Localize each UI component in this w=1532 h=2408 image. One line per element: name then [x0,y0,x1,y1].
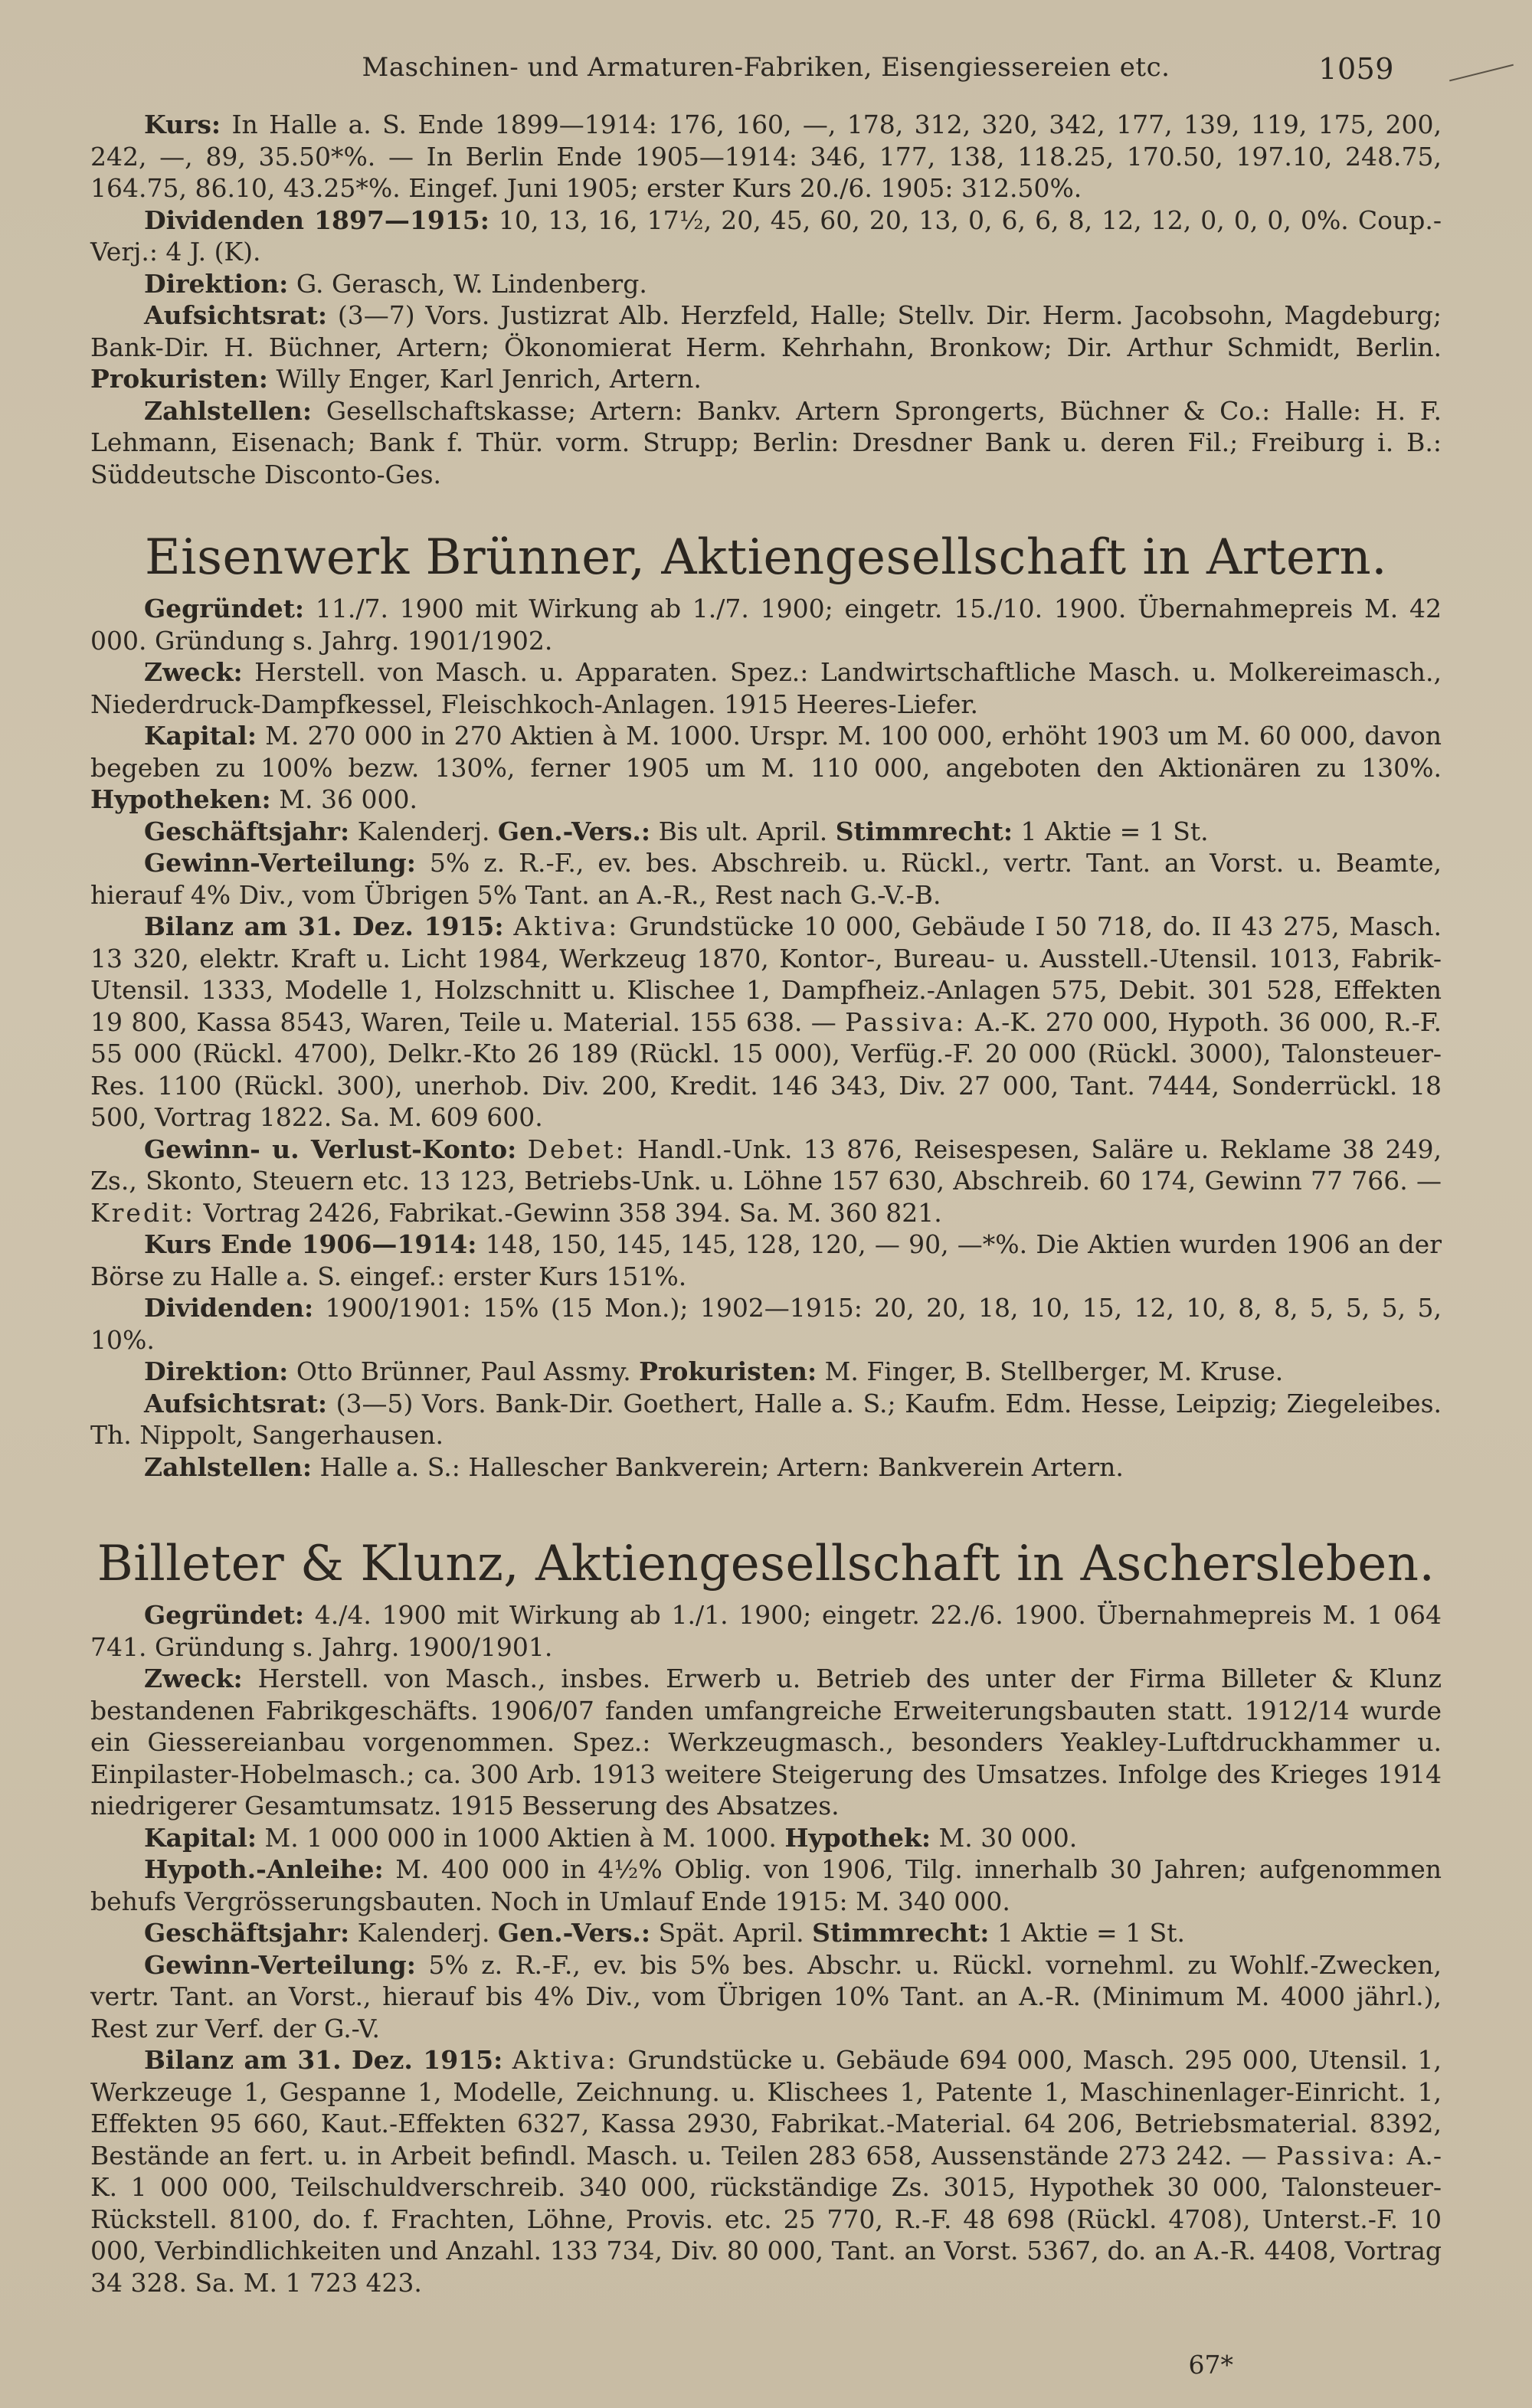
gewinn-verlust-paragraph [90,1134,1442,1229]
zahlstellen-paragraph [90,1451,1442,1484]
direktion-label: Direktion: [144,1356,289,1386]
debet-word: Debet: [527,1134,627,1164]
stimmrecht-text: 1 Aktie = 1 St. [989,1918,1186,1948]
dividenden-paragraph [90,204,1442,268]
geschaeftsjahr-label: Geschäftsjahr: [144,816,350,846]
aufsichtsrat-label: Aufsichtsrat: [144,300,328,330]
zweck-paragraph [90,1663,1442,1822]
zahlstellen-label: Zahlstellen: [144,1451,313,1482]
bilanz-label: Bilanz am 31. Dez. 1915: [144,2045,503,2075]
dividenden-label: Dividenden 1897—1915: [144,204,489,235]
prokuristen-text: Willy Enger, Karl Jenrich, Artern. [267,364,702,394]
aufsichtsrat-label: Aufsichtsrat: [144,1388,328,1418]
gewinn-verteilung-label: Gewinn-Verteilung: [144,1949,416,1980]
zweck-text: Herstell. von Masch., insbes. Erwerb u. Betrieb des unter der Firma Billeter & Klunz bestandenen Fabrikgeschäfts. 1906/07 fanden umfangreiche Erweiterungsbauten statt. 1912/14 wurde ein Giessereianbau vorgenommen. Spez.: Werkzeugmasch., besonders Yeakley-Luftdruckhammer u. Einpilaster-Hobelmasch.; ca. 300 Arb. 1913 weitere Steigerung des Umsatzes. Infolge des Krieges 1914 niedrigerer Gesamtumsatz. 1915 Besserung des Absatzes. [90,1664,1442,1821]
anleihe-text: M. 400 000 in 4½% Oblig. von 1906, Tilg. innerhalb 30 Jahren; aufgenommen behufs Vergrösserungsbauten. Noch in Umlauf Ende 1915: M. 340 000. [90,1854,1442,1916]
kapital-paragraph [90,720,1442,816]
kapital-text: M. 1 000 000 in 1000 Aktien à M. 1000. [257,1822,785,1853]
bilanz-paragraph [90,2044,1442,2298]
running-head [90,52,1442,92]
firm-title-billeter: Billeter & Klunz, Aktiengesellschaft in Aschersleben. [97,1536,1435,1592]
gen-vers-text: Spät. April. [650,1918,813,1948]
passiva-word: Passiva: [845,1006,967,1037]
bilanz-passiva-text: A.-K. 1 000 000, Teilschuldverschreib. 340 000, rückständige Zs. 3015, Hypothek 30 000, Talonsteuer-Rückstell. 8100, do. f. Frachten, Löhne, Provis. etc. 25 770, R.-F. 48 698 (Rückl. 4708), Unterst.-F. 10 000, Verbindlichkeiten und Anzahl. 133 734, Div. 80 000, Tant. an Vorst. 5367, do. an A.-R. 4408, Vortrag 34 328. Sa. M. 1 723 423. [90,2140,1442,2298]
kurs-label: Kurs: [144,110,221,139]
sheet-signature: 67* [1188,2350,1233,2380]
prokuristen-text: M. Finger, B. Stellberger, M. Kruse. [817,1356,1284,1386]
aufsichtsrat-text: (3—7) Vors. Justizrat Alb. Herzfeld, Halle; Stellv. Dir. Herm. Jacobsohn, Magdeburg; Bank-Dir. H. Büchner, Artern; Ökonomierat Herm. Kehrhahn, Bronkow; Dir. Arthur Schmidt, Berlin. [90,300,1442,362]
direktion-paragraph [90,268,1442,300]
passiva-word: Passiva: [1276,2140,1398,2171]
zahlstellen-text: Halle a. S.: Hallescher Bankverein; Artern: Bankverein Artern. [312,1451,1124,1482]
bilanz-aktiva-text: Grundstücke 10 000, Gebäude I 50 718, do. II 43 275, Masch. 13 320, elektr. Kraft u. Licht 1984, Werkzeug 1870, Kontor-, Bureau- u. Ausstell.-Utensil. 1013, Fabrik-Utensil. 1333, Modelle 1, Holzschnitt u. Klischee 1, Dampfheiz.-Anlagen 575, Debit. 301 528, Effekten 19 800, Kassa 8543, Waren, Teile u. Material. 155 638. — [90,911,1442,1037]
gewinn-verteilung-label: Gewinn-Verteilung: [144,848,416,878]
gegruendet-text: 11./7. 1900 mit Wirkung ab 1./7. 1900; eingetr. 15./10. 1900. Übernahmepreis M. 42 000. Gründung s. Jahrg. 1901/1902. [90,594,1442,656]
aufsichtsrat-paragraph [90,1388,1442,1451]
aktiva-word: Aktiva: [513,911,620,941]
zweck-label: Zweck: [144,1664,243,1693]
kapital-label: Kapital: [144,721,257,751]
geschaeftsjahr-paragraph [90,1917,1442,1949]
bilanz-passiva-text: A.-K. 270 000, Hypoth. 36 000, R.-F. 55 000 (Rückl. 4700), Delkr.-Kto 26 189 (Rückl. 15 000), Verfüg.-F. 20 000 (Rückl. 3000), Talonsteuer-Res. 1100 (Rückl. 300), unerhob. Div. 200, Kredit. 146 343, Div. 27 000, Tant. 7444, Sonderrückl. 18 500, Vortrag 1822. Sa. M. 609 600. [90,1006,1442,1132]
zahlstellen-paragraph [90,395,1442,491]
bilanz-paragraph [90,911,1442,1134]
direktion-paragraph [90,1356,1442,1388]
page-number: 1059 [1318,52,1394,86]
kapital-paragraph [90,1822,1442,1854]
aktiva-word: Aktiva: [512,2045,618,2075]
stimmrecht-label: Stimmrecht: [835,816,1013,846]
gen-vers-label: Gen.-Vers.: [497,1918,651,1948]
geschaeftsjahr-text: Kalenderj. [349,816,498,846]
kapital-text: M. 270 000 in 270 Aktien à M. 1000. Urspr. M. 100 000, erhöht 1903 um M. 60 000, davon begeben zu 100% bezw. 130%, ferner 1905 um M. 110 000, angeboten den Aktionären zu 130%. [90,721,1442,783]
prokuristen-label: Prokuristen: [90,364,268,394]
firm-title-bruenner: Eisenwerk Brünner, Aktiengesellschaft in Artern. [144,529,1388,586]
hypothek-text: M. 30 000. [931,1822,1078,1853]
hypotheken-text: M. 36 000. [270,784,417,814]
kurs-paragraph [90,109,1442,204]
kurs-label: Kurs Ende 1906—1914: [144,1229,477,1259]
bilanz-aktiva-text: Grundstücke u. Gebäude 694 000, Masch. 295 000, Utensil. 1, Werkzeuge 1, Gespanne 1, Modelle, Zeichnung. u. Klischees 1, Patente 1, Maschinenlager-Einricht. 1, Effekten 95 660, Kaut.-Effekten 6327, Kassa 2930, Fabrikat.-Material. 64 206, Betriebsmaterial. 8392, Bestände an fert. u. in Arbeit befindl. Masch. u. Teilen 283 658, Aussenstände 273 242. — [90,2045,1442,2171]
zweck-paragraph [90,656,1442,720]
kapital-label: Kapital: [144,1822,257,1853]
gewinn-verlust-debet-text: Handl.-Unk. 13 876, Reisespesen, Saläre u. Reklame 38 249, Zs., Skonto, Steuern etc. 13 123, Betriebs-Unk. u. Löhne 157 630, Abschreib. 60 174, Gewinn 77 766. — [90,1134,1442,1196]
kurs-text: In Halle a. S. Ende 1899—1914: 176, 160, —, 178, 312, 320, 342, 177, 139, 119, 175, 200, 242, —, 89, 35.50*%. — In Berlin Ende 1905—1914: 346, 177, 138, 118.25, 170.50, 197.10, 248.75, 164.75, 86.10, 43.25*%. Eingef. Juni 1905; erster Kurs 20./6. 1905: 312.50%. [90,110,1442,203]
geschaeftsjahr-label: Geschäftsjahr: [144,1918,350,1948]
hypotheken-label: Hypotheken: [90,784,271,814]
gen-vers-text: Bis ult. April. [650,816,836,846]
gewinn-verteilung-paragraph [90,847,1442,911]
stimmrecht-label: Stimmrecht: [812,1918,990,1948]
entry-eisenwerk-bruenner [90,527,1442,1483]
dividenden-label: Dividenden: [144,1293,314,1323]
zahlstellen-label: Zahlstellen: [144,395,313,426]
margin-dash [1449,64,1514,82]
running-title: Maschinen- und Armaturen-Fabriken, Eisengiessereien etc. [362,52,1170,83]
aufsichtsrat-paragraph [90,299,1442,395]
gegruendet-label: Gegründet: [144,594,305,623]
kurs-text: 148, 150, 145, 145, 128, 120, — 90, —*%. Die Aktien wurden 1906 an der Börse zu Halle a. S. eingef.: erster Kurs 151%. [90,1229,1442,1291]
prokuristen-label: Prokuristen: [639,1356,817,1386]
gewinn-verteilung-text: 5% z. R.-F., ev. bes. Abschreib. u. Rückl., vertr. Tant. an Vorst. u. Beamte, hierauf 4% Div., vom Übrigen 5% Tant. an A.-R., Rest nach G.-V.-B. [90,848,1442,910]
kurs-paragraph [90,1229,1442,1292]
gewinn-verlust-label: Gewinn- u. Verlust-Konto: [144,1134,517,1164]
dividenden-paragraph [90,1292,1442,1356]
direktion-label: Direktion: [144,268,289,299]
kredit-word: Kredit: [90,1197,196,1228]
stimmrecht-text: 1 Aktie = 1 St. [1013,816,1209,846]
zahlstellen-text: Gesellschaftskasse; Artern: Bankv. Artern Sprongerts, Büchner & Co.: Halle: H. F. Lehmann, Eisenach; Bank f. Thür. vorm. Strupp; Berlin: Dresdner Bank u. deren Fil.; Freiburg i. B.: Süddeutsche Disconto-Ges. [90,395,1442,489]
direktion-text: G. Gerasch, W. Lindenberg. [288,268,647,299]
gewinn-verteilung-paragraph [90,1949,1442,2045]
hypothek-label: Hypothek: [784,1822,931,1853]
gen-vers-label: Gen.-Vers.: [497,816,651,846]
direktion-text: Otto Brünner, Paul Assmy. [288,1356,640,1386]
gewinn-verlust-kredit-text: Vortrag 2426, Fabrikat.-Gewinn 358 394. Sa. M. 360 821. [195,1197,942,1228]
gegruendet-paragraph [90,1599,1442,1663]
zweck-label: Zweck: [144,657,243,687]
geschaeftsjahr-paragraph [90,816,1442,848]
entry-billeter-klunz [90,1533,1442,2298]
previous-entry-continuation [90,109,1442,490]
gewinn-verteilung-text: 5% z. R.-F., ev. bis 5% bes. Abschr. u. Rückl. vornehml. zu Wohlf.-Zwecken, vertr. Tant. an Vorst., hierauf bis 4% Div., vom Übrigen 10% Tant. an A.-R. (Minimum M. 4000 jährl.), Rest zur Verf. der G.-V. [90,1949,1442,2043]
zweck-text: Herstell. von Masch. u. Apparaten. Spez.: Landwirtschaftliche Masch. u. Molkereimasch., Niederdruck-Dampfkessel, Fleischkoch-Anlagen. 1915 Heeres-Liefer. [90,657,1442,719]
gegruendet-paragraph [90,593,1442,656]
anleihe-label: Hypoth.-Anleihe: [144,1854,384,1884]
aufsichtsrat-text: (3—5) Vors. Bank-Dir. Goethert, Halle a. S.; Kaufm. Edm. Hesse, Leipzig; Ziegeleibes. Th. Nippolt, Sangerhausen. [90,1388,1442,1450]
dividenden-text: 10, 13, 16, 17½, 20, 45, 60, 20, 13, 0, 6, 6, 8, 12, 12, 0, 0, 0, 0%. Coup.-Verj.: 4 J. (K). [90,204,1442,267]
gegruendet-text: 4./4. 1900 mit Wirkung ab 1./1. 1900; eingetr. 22./6. 1900. Übernahmepreis M. 1 064 741. Gründung s. Jahrg. 1900/1901. [90,1600,1442,1662]
bilanz-label: Bilanz am 31. Dez. 1915: [144,911,504,941]
dividenden-text: 1900/1901: 15% (15 Mon.); 1902—1915: 20, 20, 18, 10, 15, 12, 10, 8, 8, 5, 5, 5, 5, 10%. [90,1293,1442,1355]
anleihe-paragraph [90,1853,1442,1917]
geschaeftsjahr-text: Kalenderj. [349,1918,498,1948]
gegruendet-label: Gegründet: [144,1600,305,1630]
